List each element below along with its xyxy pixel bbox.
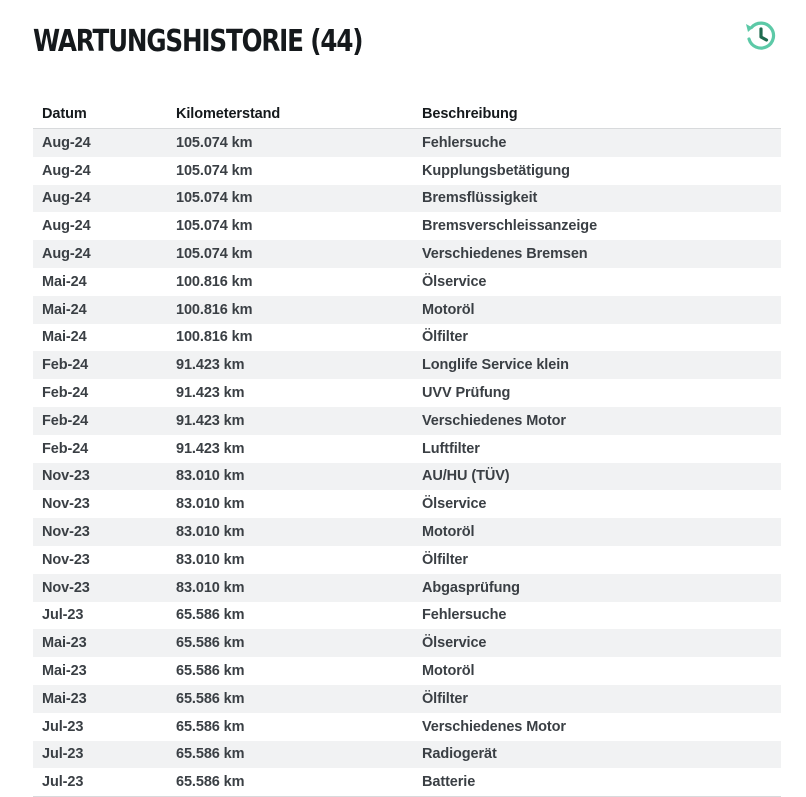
header [33, 18, 781, 66]
cell-date: Mai-24 [42, 301, 87, 318]
cell-mileage: 83.010 km [176, 496, 245, 513]
maintenance-history-table-container [33, 100, 781, 797]
table-row[interactable] [33, 518, 781, 546]
table-row[interactable] [33, 629, 781, 657]
cell-description: Ölservice [422, 273, 487, 290]
cell-description: Motoröl [422, 524, 475, 541]
cell-description: Motoröl [422, 301, 475, 318]
cell-mileage: 105.074 km [176, 218, 253, 235]
table-row[interactable] [33, 185, 781, 213]
cell-mileage: 91.423 km [176, 357, 245, 374]
cell-date: Nov-23 [42, 468, 90, 485]
cell-mileage: 100.816 km [176, 273, 253, 290]
table-row[interactable] [33, 574, 781, 602]
cell-mileage: 100.816 km [176, 301, 253, 318]
table-row[interactable] [33, 296, 781, 324]
cell-date: Jul-23 [42, 746, 84, 763]
cell-date: Aug-24 [42, 246, 91, 263]
cell-description: Abgasprüfung [422, 579, 520, 596]
page-title: WARTUNGSHISTORIE (44) [33, 24, 363, 59]
cell-mileage: 105.074 km [176, 162, 253, 179]
cell-mileage: 83.010 km [176, 524, 245, 541]
cell-description: Ölfilter [422, 551, 468, 568]
cell-date: Aug-24 [42, 134, 91, 151]
cell-date: Feb-24 [42, 357, 89, 374]
cell-mileage: 65.586 km [176, 607, 245, 624]
table-row[interactable] [33, 657, 781, 685]
column-header-mileage[interactable]: Kilometerstand [167, 100, 413, 129]
cell-date: Aug-24 [42, 190, 91, 207]
cell-mileage: 65.586 km [176, 663, 245, 680]
history-clock-icon[interactable] [743, 18, 779, 54]
cell-date: Mai-23 [42, 690, 87, 707]
cell-description: Verschiedenes Motor [422, 412, 566, 429]
cell-description: Luftfilter [422, 440, 480, 457]
column-header-description[interactable]: Beschreibung [413, 100, 781, 129]
cell-date: Jul-23 [33, 768, 167, 796]
cell-mileage: 105.074 km [176, 134, 253, 151]
cell-mileage: 91.423 km [176, 385, 245, 402]
cell-date: Jul-23 [42, 607, 84, 624]
table-row[interactable] [33, 268, 781, 296]
table-body [33, 129, 781, 797]
table-row[interactable] [33, 129, 781, 157]
cell-date: Feb-24 [42, 440, 89, 457]
cell-mileage: 83.010 km [176, 579, 245, 596]
maintenance-history-table [33, 100, 781, 797]
cell-description: Ölservice [422, 635, 487, 652]
cell-mileage: 105.074 km [176, 246, 253, 263]
table-header-row [33, 100, 781, 129]
cell-mileage: 65.586 km [176, 635, 245, 652]
cell-description: Bremsflüssigkeit [422, 190, 538, 207]
cell-date: Feb-24 [42, 385, 89, 402]
cell-mileage: 65.586 km [167, 768, 413, 796]
cell-mileage: 65.586 km [176, 746, 245, 763]
table-row[interactable] [33, 157, 781, 185]
cell-mileage: 83.010 km [176, 468, 245, 485]
cell-date: Aug-24 [42, 218, 91, 235]
table-row[interactable] [33, 546, 781, 574]
cell-description: Verschiedenes Bremsen [422, 246, 588, 263]
cell-description: Motoröl [422, 663, 475, 680]
cell-date: Mai-24 [42, 273, 87, 290]
table-row[interactable] [33, 713, 781, 741]
table-row[interactable] [33, 212, 781, 240]
cell-mileage: 65.586 km [176, 718, 245, 735]
table-row[interactable] [33, 324, 781, 352]
cell-date: Aug-24 [42, 162, 91, 179]
cell-mileage: 100.816 km [176, 329, 253, 346]
table-row[interactable] [33, 490, 781, 518]
column-header-date[interactable]: Datum [33, 100, 167, 129]
cell-date: Nov-23 [42, 496, 90, 513]
cell-description: Kupplungsbetätigung [422, 162, 570, 179]
cell-description: AU/HU (TÜV) [422, 468, 510, 485]
table-row[interactable] [33, 463, 781, 491]
cell-description: UVV Prüfung [422, 385, 511, 402]
cell-description: Fehlersuche [422, 134, 507, 151]
cell-mileage: 91.423 km [176, 412, 245, 429]
cell-description: Fehlersuche [422, 607, 507, 624]
cell-mileage: 105.074 km [176, 190, 253, 207]
cell-description: Ölfilter [422, 690, 468, 707]
cell-description: Verschiedenes Motor [422, 718, 566, 735]
cell-date: Nov-23 [42, 524, 90, 541]
cell-date: Nov-23 [42, 579, 90, 596]
table-row[interactable] [33, 685, 781, 713]
cell-date: Mai-23 [42, 663, 87, 680]
table-row[interactable] [33, 768, 781, 796]
cell-date: Jul-23 [42, 718, 84, 735]
cell-mileage: 65.586 km [176, 690, 245, 707]
cell-description: Ölservice [422, 496, 487, 513]
cell-mileage: 83.010 km [176, 551, 245, 568]
cell-description: Batterie [413, 768, 781, 796]
table-row[interactable] [33, 435, 781, 463]
cell-description: Radiogerät [422, 746, 497, 763]
cell-description: Bremsverschleissanzeige [422, 218, 598, 235]
cell-mileage: 91.423 km [176, 440, 245, 457]
cell-description: Ölfilter [422, 329, 468, 346]
table-row[interactable] [33, 602, 781, 630]
cell-date: Mai-24 [42, 329, 87, 346]
table-row[interactable] [33, 240, 781, 268]
cell-date: Feb-24 [42, 412, 89, 429]
table-row[interactable] [33, 351, 781, 379]
cell-date: Nov-23 [42, 551, 90, 568]
table-row[interactable] [33, 741, 781, 769]
table-row[interactable] [33, 407, 781, 435]
cell-description: Longlife Service klein [422, 357, 569, 374]
table-row[interactable] [33, 379, 781, 407]
cell-date: Mai-23 [42, 635, 87, 652]
